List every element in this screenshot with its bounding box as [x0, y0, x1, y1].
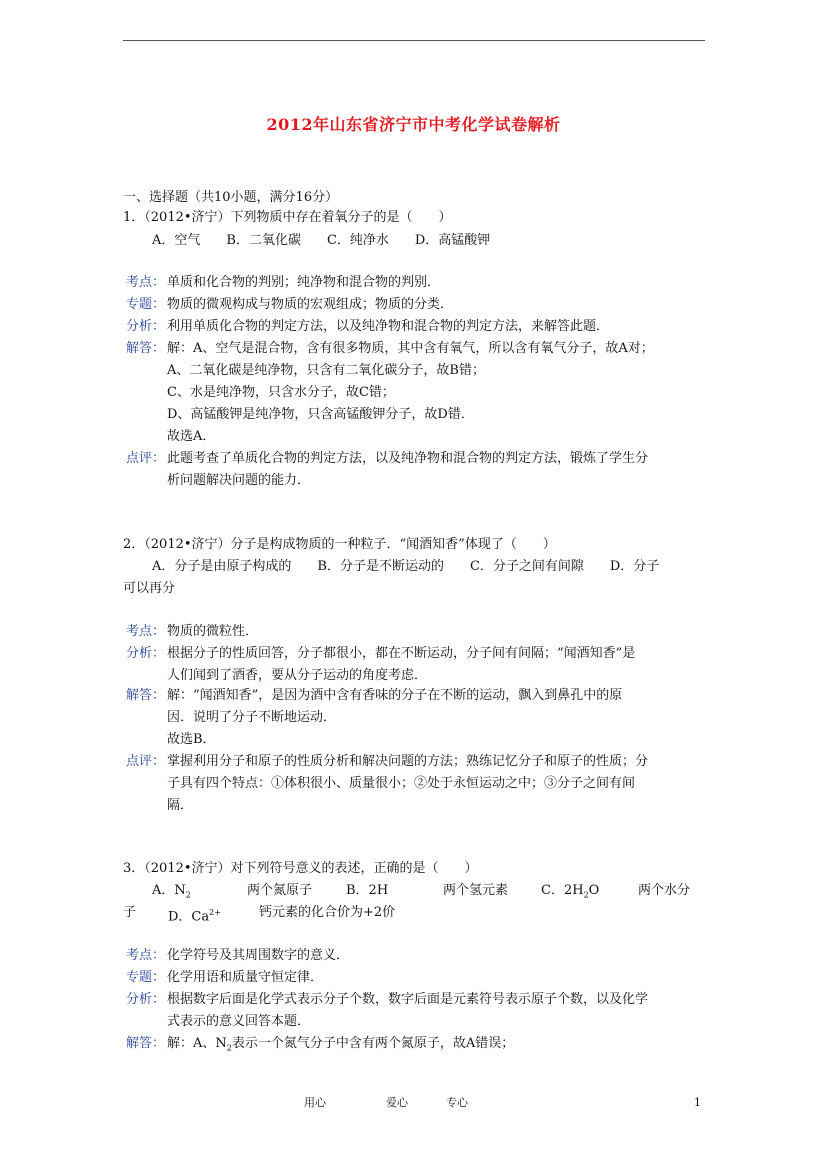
q2-jieda-line: 因．说明了分子不断地运动．	[167, 710, 337, 725]
q2-kaodian-label: 考点：	[126, 624, 166, 639]
q1-options: A．空气 B．二氧化碳 C．纯净水 D．高锰酸钾	[152, 233, 491, 248]
q3-option-b-text: 两个氢元素	[443, 883, 509, 898]
q3-fenxi-line: 式表示的意义回答本题．	[167, 1014, 311, 1029]
q1-jieda-line: 解：A、空气是混合物，含有很多物质，其中含有氧气，所以含有氧气分子，故A对；	[167, 341, 654, 356]
footer-motto-2: 爱心	[386, 1096, 408, 1109]
q2-fenxi-label: 分析：	[126, 646, 166, 661]
q3-zhuanti-label: 专题：	[126, 970, 166, 985]
q3-option-d-text: 钙元素的化合价为+2价	[259, 905, 396, 920]
page-number: 1	[694, 1096, 701, 1109]
q1-jieda-line: D、高锰酸钾是纯净物，只含高锰酸钾分子，故D错．	[167, 407, 474, 422]
q1-fenxi-text: 利用单质化合物的判定方法，以及纯净物和混合物的判定方法，来解答此题．	[167, 319, 610, 334]
q2-dianping-line: 隔．	[167, 798, 194, 813]
q1-zhuanti-label: 专题：	[126, 297, 166, 312]
header-rule	[123, 40, 705, 41]
q1-fenxi-label: 分析：	[126, 319, 166, 334]
q3-option-a-text: 两个氮原子	[247, 883, 313, 898]
section-heading: 一、选择题（共10小题，满分16分）	[123, 190, 339, 205]
q2-jieda-label: 解答：	[126, 688, 166, 703]
q3-fenxi-label: 分析：	[126, 992, 166, 1007]
footer-motto-1: 用心	[304, 1096, 326, 1109]
q2-stem: 2．（2012•济宁）分子是构成物质的一种粒子．“闻酒知香”体现了（ ）	[123, 537, 556, 552]
footer-motto-3: 专心	[446, 1096, 468, 1109]
q1-jieda-label: 解答：	[126, 341, 166, 356]
q2-jieda-line: 解：“闻酒知香”，是因为酒中含有香味的分子在不断的运动，飘入到鼻孔中的原	[167, 688, 623, 703]
q1-kaodian-text: 单质和化合物的判别；纯净物和混合物的判别．	[167, 275, 441, 290]
q3-option-d: D．$Ca^{2+}$	[168, 908, 221, 925]
q2-dianping-label: 点评：	[126, 754, 166, 769]
q1-kaodian-label: 考点：	[126, 275, 166, 290]
q1-jieda-line: A、二氧化碳是纯净物，只含有二氧化碳分子，故B错；	[167, 363, 485, 378]
q3-option-c-text: 两个水分	[638, 883, 691, 898]
q3-line2-start: 子	[123, 905, 137, 920]
q2-dianping-line: 掌握利用分子和原子的性质分析和解决问题的方法；熟练记忆分子和原子的性质；分	[167, 754, 649, 769]
q2-jieda-line: 故选B．	[167, 732, 216, 747]
q3-fenxi-line: 根据数字后面是化学式表示分子个数，数字后面是元素符号表示原子个数，以及化学	[167, 992, 649, 1007]
q1-dianping-label: 点评：	[126, 451, 166, 466]
q1-zhuanti-text: 物质的微观构成与物质的宏观组成；物质的分类．	[167, 297, 454, 312]
q1-jieda-line: C、水是纯净物，只含水分子，故C错；	[167, 385, 395, 400]
q3-zhuanti-text: 化学用语和质量守恒定律．	[167, 970, 324, 985]
q2-dianping-line: 子具有四个特点：①体积很小、质量很小；②处于永恒运动之中；③分子之间有间	[167, 776, 636, 791]
q3-jieda-label: 解答：	[126, 1036, 166, 1051]
q2-fenxi-line: 人们闻到了酒香，要从分子运动的角度考虑．	[167, 668, 428, 683]
q3-kaodian-text: 化学符号及其周围数字的意义．	[167, 948, 350, 963]
q3-option-b: B．2H	[346, 883, 389, 898]
q3-kaodian-label: 考点：	[126, 948, 166, 963]
q2-options-line: A．分子是由原子构成的 B．分子是不断运动的 C．分子之间有间隙 D．分子	[152, 559, 660, 574]
q2-fenxi-line: 根据分子的性质回答，分子都很小，都在不断运动，分子间有间隔；“闻酒知香”是	[167, 646, 636, 661]
q3-jieda-line: 解：A、$N_2$表示一个氮气分子中含有两个氮原子，故A错误；	[167, 1036, 515, 1053]
q3-stem: 3．（2012•济宁）对下列符号意义的表述，正确的是（ ）	[123, 861, 478, 876]
q1-dianping-line: 此题考查了单质化合物的判定方法，以及纯净物和混合物的判定方法，锻炼了学生分	[167, 451, 649, 466]
q3-option-a: A．$N_2$	[152, 883, 191, 900]
q3-option-c: C．$2H_2O$	[541, 883, 600, 900]
q1-dianping-line: 析问题解决问题的能力．	[167, 473, 311, 488]
q2-options-line: 可以再分	[123, 581, 176, 596]
q2-kaodian-text: 物质的微粒性．	[167, 624, 259, 639]
q1-jieda-line: 故选A．	[167, 429, 216, 444]
page-title: 2012年山东省济宁市中考化学试卷解析	[266, 115, 561, 134]
q1-stem: 1．（2012•济宁）下列物质中存在着氧分子的是（ ）	[123, 210, 452, 225]
